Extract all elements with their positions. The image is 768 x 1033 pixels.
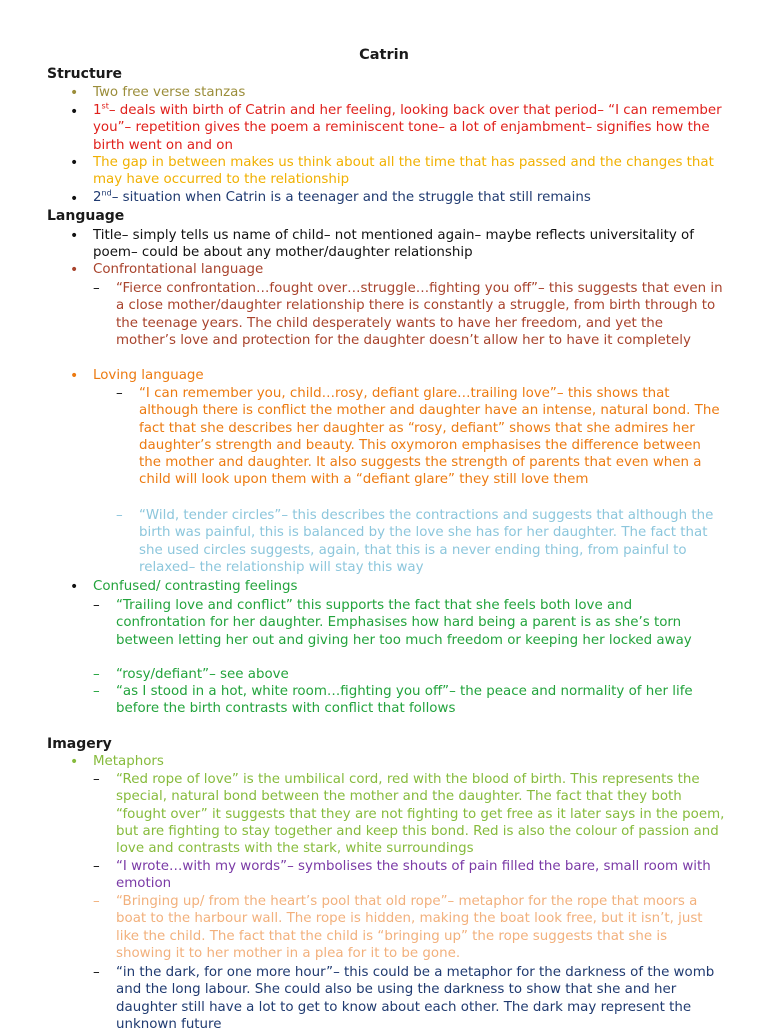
section-heading-structure: Structure (47, 66, 123, 82)
ordinal-number: 2 (93, 190, 102, 205)
bullet-icon: • (70, 368, 79, 384)
sub-item-text: “I can remember you, child…rosy, defiant glare…trailing love”– this shows that although there is conflict the mother and daughter have an intense, natural bond. The fact that she describes her daughter as “rosy, defiant” shows that she admires her daughter’s strength and beauty. This oxymoron emphasises the difference between the mother and daughter. It also suggests the strength of parents that even when a child will look upon them with a “defiant glare” they still love them (139, 386, 720, 488)
item-body: – deals with birth of Catrin and her feeling, looking back over that period– “I can remember you”– repetition gives the poem a reminiscent tone– a lot of enjambment– signifies how the birth went on and on (93, 103, 722, 153)
ordinal-number: 1 (93, 103, 102, 118)
bullet-icon: • (70, 579, 79, 595)
bullet-icon: • (70, 85, 79, 101)
item-text: Two free verse stanzas (93, 85, 246, 100)
item-body: – situation when Catrin is a teenager and the struggle that still remains (111, 190, 591, 205)
dash-marker: – (93, 667, 100, 682)
item-text: Confrontational language (93, 262, 264, 277)
sub-item-text: “I wrote…with my words”– symbolises the shouts of pain filled the bare, small room with emotion (116, 859, 711, 892)
dash-marker: – (93, 598, 100, 613)
item-text: Title– simply tells us name of child– not mentioned again– maybe reflects universitality of poem– could be about any mother/daughter relationship (93, 228, 694, 261)
bullet-icon: • (70, 104, 79, 120)
dash-marker: – (93, 894, 100, 909)
sub-item-text: “as I stood in a hot, white room…fighting you off”– the peace and normality of her life before the birth contrasts with conflict that follows (116, 684, 693, 717)
dash-marker: – (93, 859, 100, 874)
ordinal-suffix: nd (101, 188, 112, 198)
item-text: Loving language (93, 368, 204, 383)
document-title: Catrin (359, 47, 409, 63)
sub-item-text: “in the dark, for one more hour”– this could be a metaphor for the darkness of the womb and the long labour. She could also be using the darkness to show that she and her daughter still have a lot to get to know about each other. The dark may represent the unknown future (116, 965, 715, 1032)
ordinal-suffix: st (101, 101, 109, 111)
sub-item-text: “Wild, tender circles”– this describes the contractions and suggests that although the birth was painful, this is balanced by the love she has for her daughter. The fact that she used circles suggests, again, that this is a never ending thing, from painful to relaxed– the relationship will stay this way (139, 508, 714, 575)
dash-marker: – (93, 684, 100, 699)
item-text (93, 102, 723, 154)
item-text: Metaphors (93, 754, 164, 769)
dash-marker: – (116, 508, 123, 523)
section-heading-imagery: Imagery (47, 736, 112, 752)
sub-item-text: “Trailing love and conflict” this supports the fact that she feels both love and confrontation for her daughter. Emphasises how hard being a parent is as she’s torn between letting her out and giving her too much freedom or keeping her locked away (116, 598, 692, 648)
dash-marker: – (93, 772, 100, 787)
sub-item-text: “Fierce confrontation…fought over…struggle…fighting you off”– this suggests that even in a close mother/daughter relationship there is constantly a struggle, from birth through to the teenage years. The child desperately wants to have her freedom, and yet the mother’s love and protection for the daughter doesn’t allow her to have it completely (116, 281, 723, 348)
bullet-icon: • (70, 155, 79, 171)
dash-marker: – (116, 386, 123, 401)
sub-item-text: “Red rope of love” is the umbilical cord, red with the blood of birth. This represents the special, natural bond between the mother and the daughter. The fact that they both “fought over” it suggests that they are not fighting to get free as it later says in the poem, but are fighting to stay together and keep this bond. Red is also the colour of passion and love and contrasts with the stark, white surroundings (116, 772, 725, 857)
dash-marker: – (93, 281, 100, 296)
section-heading-language: Language (47, 208, 125, 224)
dash-marker: – (93, 965, 100, 980)
bullet-icon: • (70, 191, 79, 207)
bullet-icon: • (70, 262, 79, 278)
bullet-icon: • (70, 754, 79, 770)
item-text: The gap in between makes us think about all the time that has passed and the changes that may have occurred to the relationship (93, 155, 714, 188)
sub-item-text: “Bringing up/ from the heart’s pool that old rope”– metaphor for the rope that moors a boat to the harbour wall. The rope is hidden, making the boat look free, but it isn’t, just like the child. The fact that the child is “bringing up” the rope suggests that she is showing it to her mother in a plea for it to be gone. (116, 894, 703, 961)
sub-item-text: “rosy/defiant”– see above (116, 667, 289, 682)
item-text (93, 189, 723, 206)
bullet-icon: • (70, 228, 79, 244)
item-text: Confused/ contrasting feelings (93, 579, 298, 594)
